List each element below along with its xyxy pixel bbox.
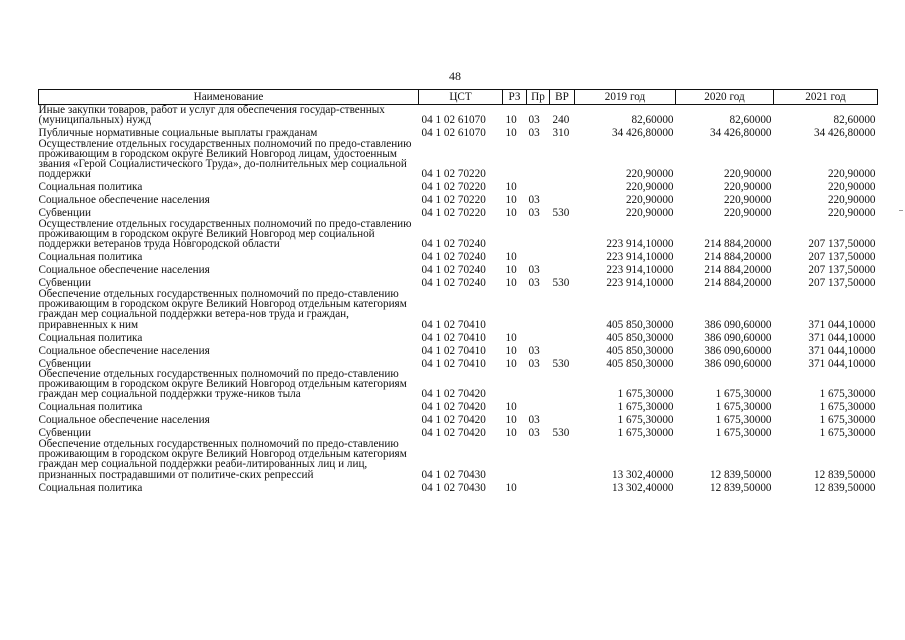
row-vr: 530 xyxy=(552,277,570,290)
row-cst: 04 1 02 70240 xyxy=(421,264,486,277)
row-2020: 220,90000 xyxy=(723,207,772,220)
row-vr: 310 xyxy=(552,127,570,140)
row-rz: 10 xyxy=(505,481,517,494)
row-2021: 12 839,50000 xyxy=(813,481,876,494)
row-2021: 220,90000 xyxy=(827,207,876,220)
row-cst: 04 1 02 70220 xyxy=(421,207,486,220)
row-rz: 10 xyxy=(505,181,517,194)
row-name: Социальная политика xyxy=(38,181,143,194)
table-row xyxy=(39,206,878,219)
row-2019: 405 850,30000 xyxy=(606,318,674,331)
table-row xyxy=(39,139,878,180)
table-row xyxy=(39,426,878,439)
row-2021: 82,60000 xyxy=(833,114,876,127)
row-2020: 1 675,30000 xyxy=(715,427,772,440)
scan-edge-mark xyxy=(899,210,903,211)
row-vr: 530 xyxy=(552,357,570,370)
row-pr xyxy=(527,480,550,493)
row-2020: 82,60000 xyxy=(729,114,772,127)
row-2019: 405 850,30000 xyxy=(606,344,674,357)
row-pr xyxy=(527,369,550,400)
page-number: 48 xyxy=(449,69,461,83)
row-pr: 03 xyxy=(528,114,540,127)
table-header-row xyxy=(39,90,878,105)
row-cst: 04 1 02 70240 xyxy=(421,238,486,251)
row-rz: 10 xyxy=(505,127,517,140)
table-row xyxy=(39,263,878,276)
row-name: Социальная политика xyxy=(38,331,143,344)
row-2020: 34 426,80000 xyxy=(709,127,772,140)
row-2021: 1 675,30000 xyxy=(819,427,876,440)
row-2019: 1 675,30000 xyxy=(617,427,674,440)
row-pr: 03 xyxy=(528,414,540,427)
row-rz: 10 xyxy=(505,207,517,220)
row-vr xyxy=(550,180,575,193)
row-rz: 10 xyxy=(505,427,517,440)
row-cst: 04 1 02 70240 xyxy=(421,277,486,290)
row-name: Субвенции xyxy=(38,427,91,440)
row-name: Социальное обеспечение населения xyxy=(38,344,210,357)
row-name: Социальное обеспечение населения xyxy=(38,414,210,427)
row-vr xyxy=(550,413,575,426)
row-cst: 04 1 02 70420 xyxy=(421,427,486,440)
row-2021: 371 044,10000 xyxy=(808,331,876,344)
row-2019: 220,90000 xyxy=(625,194,674,207)
row-2019: 220,90000 xyxy=(625,181,674,194)
row-2019: 223 914,10000 xyxy=(606,238,674,251)
row-2021: 371 044,10000 xyxy=(808,318,876,331)
row-rz: 10 xyxy=(505,401,517,414)
row-2020: 386 090,60000 xyxy=(704,357,772,370)
table-row xyxy=(39,276,878,289)
row-2019: 223 914,10000 xyxy=(606,251,674,264)
row-rz xyxy=(503,219,527,250)
row-pr xyxy=(527,219,550,250)
row-2019: 223 914,10000 xyxy=(606,277,674,290)
row-rz xyxy=(503,439,527,480)
row-2019: 220,90000 xyxy=(625,207,674,220)
row-name: Публичные нормативные социальные выплаты гражданам xyxy=(38,127,318,140)
table-row xyxy=(39,400,878,413)
row-rz: 10 xyxy=(505,264,517,277)
row-2019: 82,60000 xyxy=(631,114,674,127)
row-2019: 220,90000 xyxy=(625,168,674,181)
header-cst: ЦСТ xyxy=(419,90,503,105)
row-cst: 04 1 02 70240 xyxy=(421,251,486,264)
row-2019: 13 302,40000 xyxy=(611,481,674,494)
table-row xyxy=(39,439,878,480)
row-name: Социальная политика xyxy=(38,481,143,494)
row-2021: 371 044,10000 xyxy=(808,357,876,370)
row-pr: 03 xyxy=(528,427,540,440)
header-vr: ВР xyxy=(550,90,575,105)
row-pr xyxy=(527,139,550,180)
row-2019: 34 426,80000 xyxy=(611,127,674,140)
row-2019: 405 850,30000 xyxy=(606,331,674,344)
row-2019: 1 675,30000 xyxy=(617,414,674,427)
row-cst: 04 1 02 70220 xyxy=(421,181,486,194)
row-pr: 03 xyxy=(528,344,540,357)
budget-table xyxy=(38,89,878,493)
row-2020: 214 884,20000 xyxy=(704,277,772,290)
row-2019: 405 850,30000 xyxy=(606,357,674,370)
row-cst: 04 1 02 70410 xyxy=(421,318,486,331)
row-name: Субвенции xyxy=(38,357,91,370)
row-2020: 386 090,60000 xyxy=(704,344,772,357)
row-cst: 04 1 02 70410 xyxy=(421,357,486,370)
row-rz: 10 xyxy=(505,114,517,127)
row-2020: 220,90000 xyxy=(723,181,772,194)
row-2021: 371 044,10000 xyxy=(808,344,876,357)
row-vr: 530 xyxy=(552,207,570,220)
row-vr xyxy=(550,369,575,400)
row-2021: 1 675,30000 xyxy=(819,388,876,401)
row-name: Субвенции xyxy=(38,277,91,290)
row-2021: 207 137,50000 xyxy=(808,277,876,290)
table-row xyxy=(39,250,878,263)
table-row xyxy=(39,330,878,343)
row-rz: 10 xyxy=(505,414,517,427)
row-2020: 1 675,30000 xyxy=(715,388,772,401)
row-2021: 220,90000 xyxy=(827,194,876,207)
row-vr xyxy=(550,250,575,263)
row-vr xyxy=(550,219,575,250)
row-vr xyxy=(550,139,575,180)
row-2020: 214 884,20000 xyxy=(704,251,772,264)
row-pr xyxy=(527,289,550,330)
row-2021: 207 137,50000 xyxy=(808,238,876,251)
table-row xyxy=(39,193,878,206)
row-name: Обеспечение отдельных государственных полномочий по предо-ставлению проживающим в городском округе Великий Новгород отдельным категориям граждан мер социальной поддержки труже-ников тыла xyxy=(38,367,407,401)
row-rz: 10 xyxy=(505,331,517,344)
table-row xyxy=(39,369,878,400)
row-vr: 240 xyxy=(552,114,570,127)
row-name: Осуществление отдельных государственных полномочий по предо-ставлению проживающим в городском округе Великий Новгород мер социальной поддержки ветеранов труда Новгородской области xyxy=(38,217,412,251)
header-pr: Пр xyxy=(527,90,550,105)
header-name: Наименование xyxy=(39,90,419,105)
row-cst: 04 1 02 70220 xyxy=(421,194,486,207)
row-rz: 10 xyxy=(505,357,517,370)
row-cst: 04 1 02 61070 xyxy=(421,114,486,127)
row-name: Обеспечение отдельных государственных полномочий по предо-ставлению проживающим в городском округе Великий Новгород отдельным категориям граждан мер социальной поддержки реаби-литированных лиц и лиц, признанных пострадавшими от политиче-ских репрессий xyxy=(38,437,407,481)
row-cst: 04 1 02 70420 xyxy=(421,401,486,414)
row-pr: 03 xyxy=(528,264,540,277)
row-rz: 10 xyxy=(505,251,517,264)
row-2020: 214 884,20000 xyxy=(704,238,772,251)
row-rz xyxy=(503,139,527,180)
table-row xyxy=(39,105,878,126)
row-vr xyxy=(550,263,575,276)
row-rz xyxy=(503,369,527,400)
row-2019: 13 302,40000 xyxy=(611,468,674,481)
table-row xyxy=(39,219,878,250)
row-vr xyxy=(550,343,575,356)
row-2021: 207 137,50000 xyxy=(808,251,876,264)
row-2021: 220,90000 xyxy=(827,168,876,181)
row-pr xyxy=(527,439,550,480)
row-cst: 04 1 02 70220 xyxy=(421,168,486,181)
row-vr xyxy=(550,289,575,330)
row-pr: 03 xyxy=(528,207,540,220)
row-name: Субвенции xyxy=(38,207,91,220)
row-2020: 12 839,50000 xyxy=(709,468,772,481)
row-vr xyxy=(550,330,575,343)
row-2020: 386 090,60000 xyxy=(704,331,772,344)
row-cst: 04 1 02 70420 xyxy=(421,388,486,401)
row-2019: 1 675,30000 xyxy=(617,388,674,401)
row-vr xyxy=(550,439,575,480)
row-2020: 1 675,30000 xyxy=(715,401,772,414)
row-2019: 223 914,10000 xyxy=(606,264,674,277)
table-row xyxy=(39,289,878,330)
row-rz: 10 xyxy=(505,344,517,357)
row-vr xyxy=(550,480,575,493)
header-2020: 2020 год xyxy=(676,90,774,105)
table-row xyxy=(39,126,878,139)
row-name: Социальное обеспечение населения xyxy=(38,264,210,277)
row-2020: 386 090,60000 xyxy=(704,318,772,331)
row-name: Осуществление отдельных государственных полномочий по предо-ставлению проживающим в городском округе Великий Новгород лицам, удостоенным звания «Герой Социалистического Труда», до-полнительных мер социальной поддержки xyxy=(38,137,412,181)
row-2021: 1 675,30000 xyxy=(819,401,876,414)
row-2021: 220,90000 xyxy=(827,181,876,194)
row-2021: 207 137,50000 xyxy=(808,264,876,277)
row-name: Социальная политика xyxy=(38,401,143,414)
header-2021: 2021 год xyxy=(774,90,878,105)
row-2020: 220,90000 xyxy=(723,168,772,181)
row-name: Социальное обеспечение населения xyxy=(38,194,210,207)
table-row xyxy=(39,413,878,426)
header-2019: 2019 год xyxy=(575,90,676,105)
row-vr xyxy=(550,193,575,206)
row-2020: 1 675,30000 xyxy=(715,414,772,427)
row-pr xyxy=(527,400,550,413)
row-pr xyxy=(527,250,550,263)
row-cst: 04 1 02 70430 xyxy=(421,468,486,481)
row-pr: 03 xyxy=(528,357,540,370)
table-row xyxy=(39,356,878,369)
row-name: Иные закупки товаров, работ и услуг для обеспечения государ-ственных (муниципальных) нужд xyxy=(38,104,385,127)
row-2019: 1 675,30000 xyxy=(617,401,674,414)
row-pr: 03 xyxy=(528,277,540,290)
row-cst: 04 1 02 61070 xyxy=(421,127,486,140)
row-pr xyxy=(527,330,550,343)
row-name: Обеспечение отдельных государственных полномочий по предо-ставлению проживающим в городском округе Великий Новгород отдельным категориям граждан мер социальной поддержки ветера-нов труда и граждан, приравненных к ним xyxy=(38,287,407,331)
row-2020: 220,90000 xyxy=(723,194,772,207)
row-cst: 04 1 02 70430 xyxy=(421,481,486,494)
table-row xyxy=(39,480,878,493)
row-pr: 03 xyxy=(528,194,540,207)
table-row xyxy=(39,343,878,356)
row-rz: 10 xyxy=(505,277,517,290)
row-2021: 12 839,50000 xyxy=(813,468,876,481)
row-2021: 34 426,80000 xyxy=(813,127,876,140)
row-2020: 214 884,20000 xyxy=(704,264,772,277)
row-cst: 04 1 02 70410 xyxy=(421,344,486,357)
row-vr xyxy=(550,400,575,413)
row-name: Социальная политика xyxy=(38,251,143,264)
row-cst: 04 1 02 70410 xyxy=(421,331,486,344)
header-rz: РЗ xyxy=(503,90,527,105)
row-vr: 530 xyxy=(552,427,570,440)
row-pr xyxy=(527,180,550,193)
row-2021: 1 675,30000 xyxy=(819,414,876,427)
row-pr: 03 xyxy=(528,127,540,140)
row-rz: 10 xyxy=(505,194,517,207)
row-cst: 04 1 02 70420 xyxy=(421,414,486,427)
row-rz xyxy=(503,289,527,330)
table-body xyxy=(39,105,878,493)
row-2020: 12 839,50000 xyxy=(709,481,772,494)
table-row xyxy=(39,180,878,193)
